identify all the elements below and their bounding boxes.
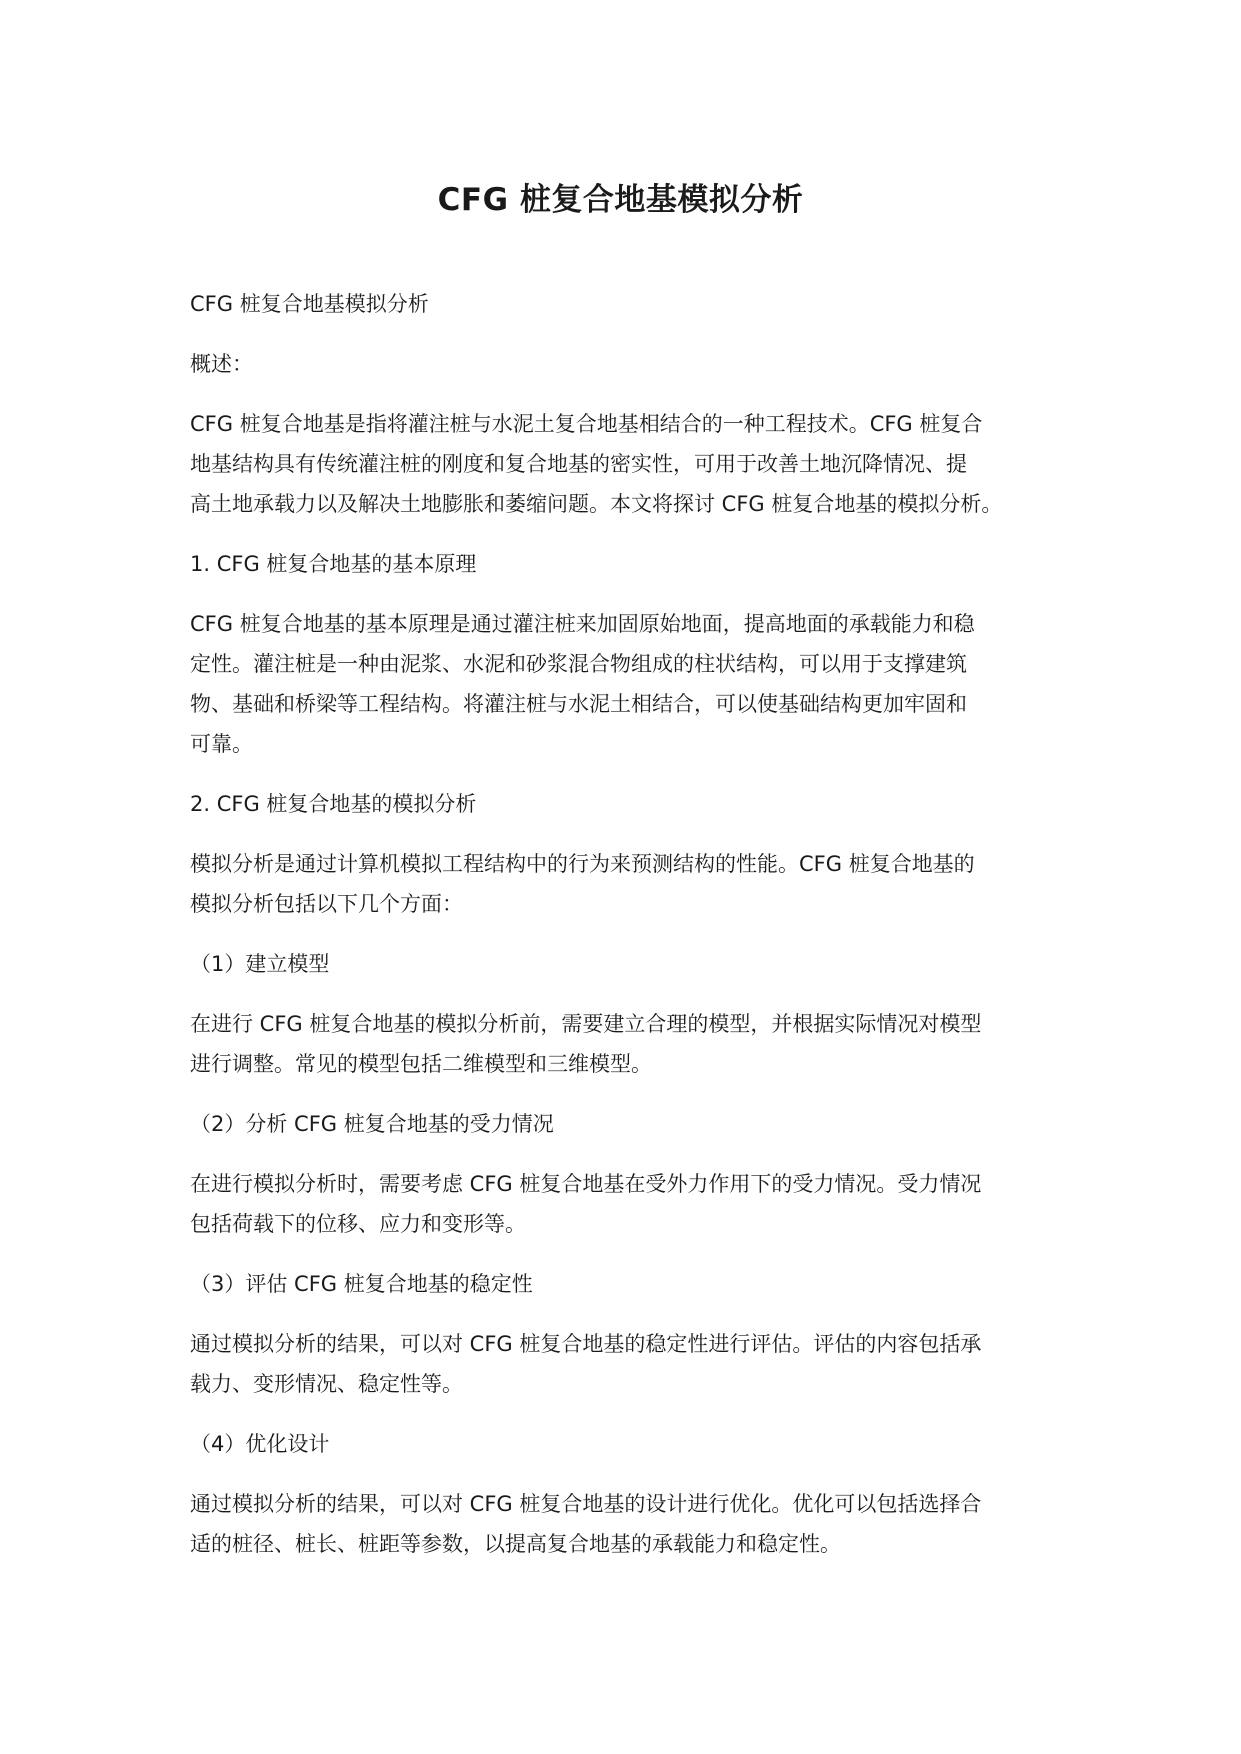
section2-paragraph (190, 844, 1090, 924)
intro-line: 地基结构具有传统灌注桩的刚度和复合地基的密实性，可用于改善土地沉降情况、提 (190, 452, 967, 476)
item1-paragraph (190, 1004, 1090, 1084)
item4-paragraph (190, 1484, 1090, 1564)
intro-line: 高土地承载力以及解决土地膨胀和萎缩问题。本文将探讨 CFG 桩复合地基的模拟分析。 (190, 492, 1003, 516)
section2-heading: 2. CFG 桩复合地基的模拟分析 (190, 792, 477, 816)
item2-paragraph (190, 1164, 1090, 1244)
item2-line: 在进行模拟分析时，需要考虑 CFG 桩复合地基在受外力作用下的受力情况。受力情况 (190, 1172, 982, 1196)
document-title: CFG 桩复合地基模拟分析 (437, 182, 804, 218)
item3-line: 载力、变形情况、稳定性等。 (190, 1372, 463, 1396)
section2-line: 模拟分析包括以下几个方面： (190, 892, 463, 916)
item1-line: 在进行 CFG 桩复合地基的模拟分析前，需要建立合理的模型，并根据实际情况对模型 (190, 1012, 982, 1036)
item3-line: 通过模拟分析的结果，可以对 CFG 桩复合地基的稳定性进行评估。评估的内容包括承 (190, 1332, 982, 1356)
item1-heading: （1）建立模型 (190, 952, 330, 976)
subtitle-paragraph: CFG 桩复合地基模拟分析 (190, 292, 429, 316)
item4-line: 适的桩径、桩长、桩距等参数，以提高复合地基的承载能力和稳定性。 (190, 1532, 841, 1556)
overview-label: 概述： (190, 352, 253, 376)
section1-line: 可靠。 (190, 732, 253, 756)
intro-line: CFG 桩复合地基是指将灌注桩与水泥土复合地基相结合的一种工程技术。CFG 桩复合 (190, 412, 983, 436)
section1-line: 物、基础和桥梁等工程结构。将灌注桩与水泥土相结合，可以使基础结构更加牢固和 (190, 692, 967, 716)
section1-heading: 1. CFG 桩复合地基的基本原理 (190, 552, 477, 576)
item1-line: 进行调整。常见的模型包括二维模型和三维模型。 (190, 1052, 652, 1076)
document-body (190, 284, 1090, 1584)
section2-line: 模拟分析是通过计算机模拟工程结构中的行为来预测结构的性能。CFG 桩复合地基的 (190, 852, 975, 876)
item2-line: 包括荷载下的位移、应力和变形等。 (190, 1212, 526, 1236)
section1-line: CFG 桩复合地基的基本原理是通过灌注桩来加固原始地面，提高地面的承载能力和稳 (190, 612, 975, 636)
item3-paragraph (190, 1324, 1090, 1404)
item2-heading: （2）分析 CFG 桩复合地基的受力情况 (190, 1112, 554, 1136)
section1-paragraph (190, 604, 1090, 764)
intro-paragraph (190, 404, 1090, 524)
section1-line: 定性。灌注桩是一种由泥浆、水泥和砂浆混合物组成的柱状结构，可以用于支撑建筑 (190, 652, 967, 676)
item4-heading: （4）优化设计 (190, 1432, 330, 1456)
item3-heading: （3）评估 CFG 桩复合地基的稳定性 (190, 1272, 533, 1296)
item4-line: 通过模拟分析的结果，可以对 CFG 桩复合地基的设计进行优化。优化可以包括选择合 (190, 1492, 982, 1516)
